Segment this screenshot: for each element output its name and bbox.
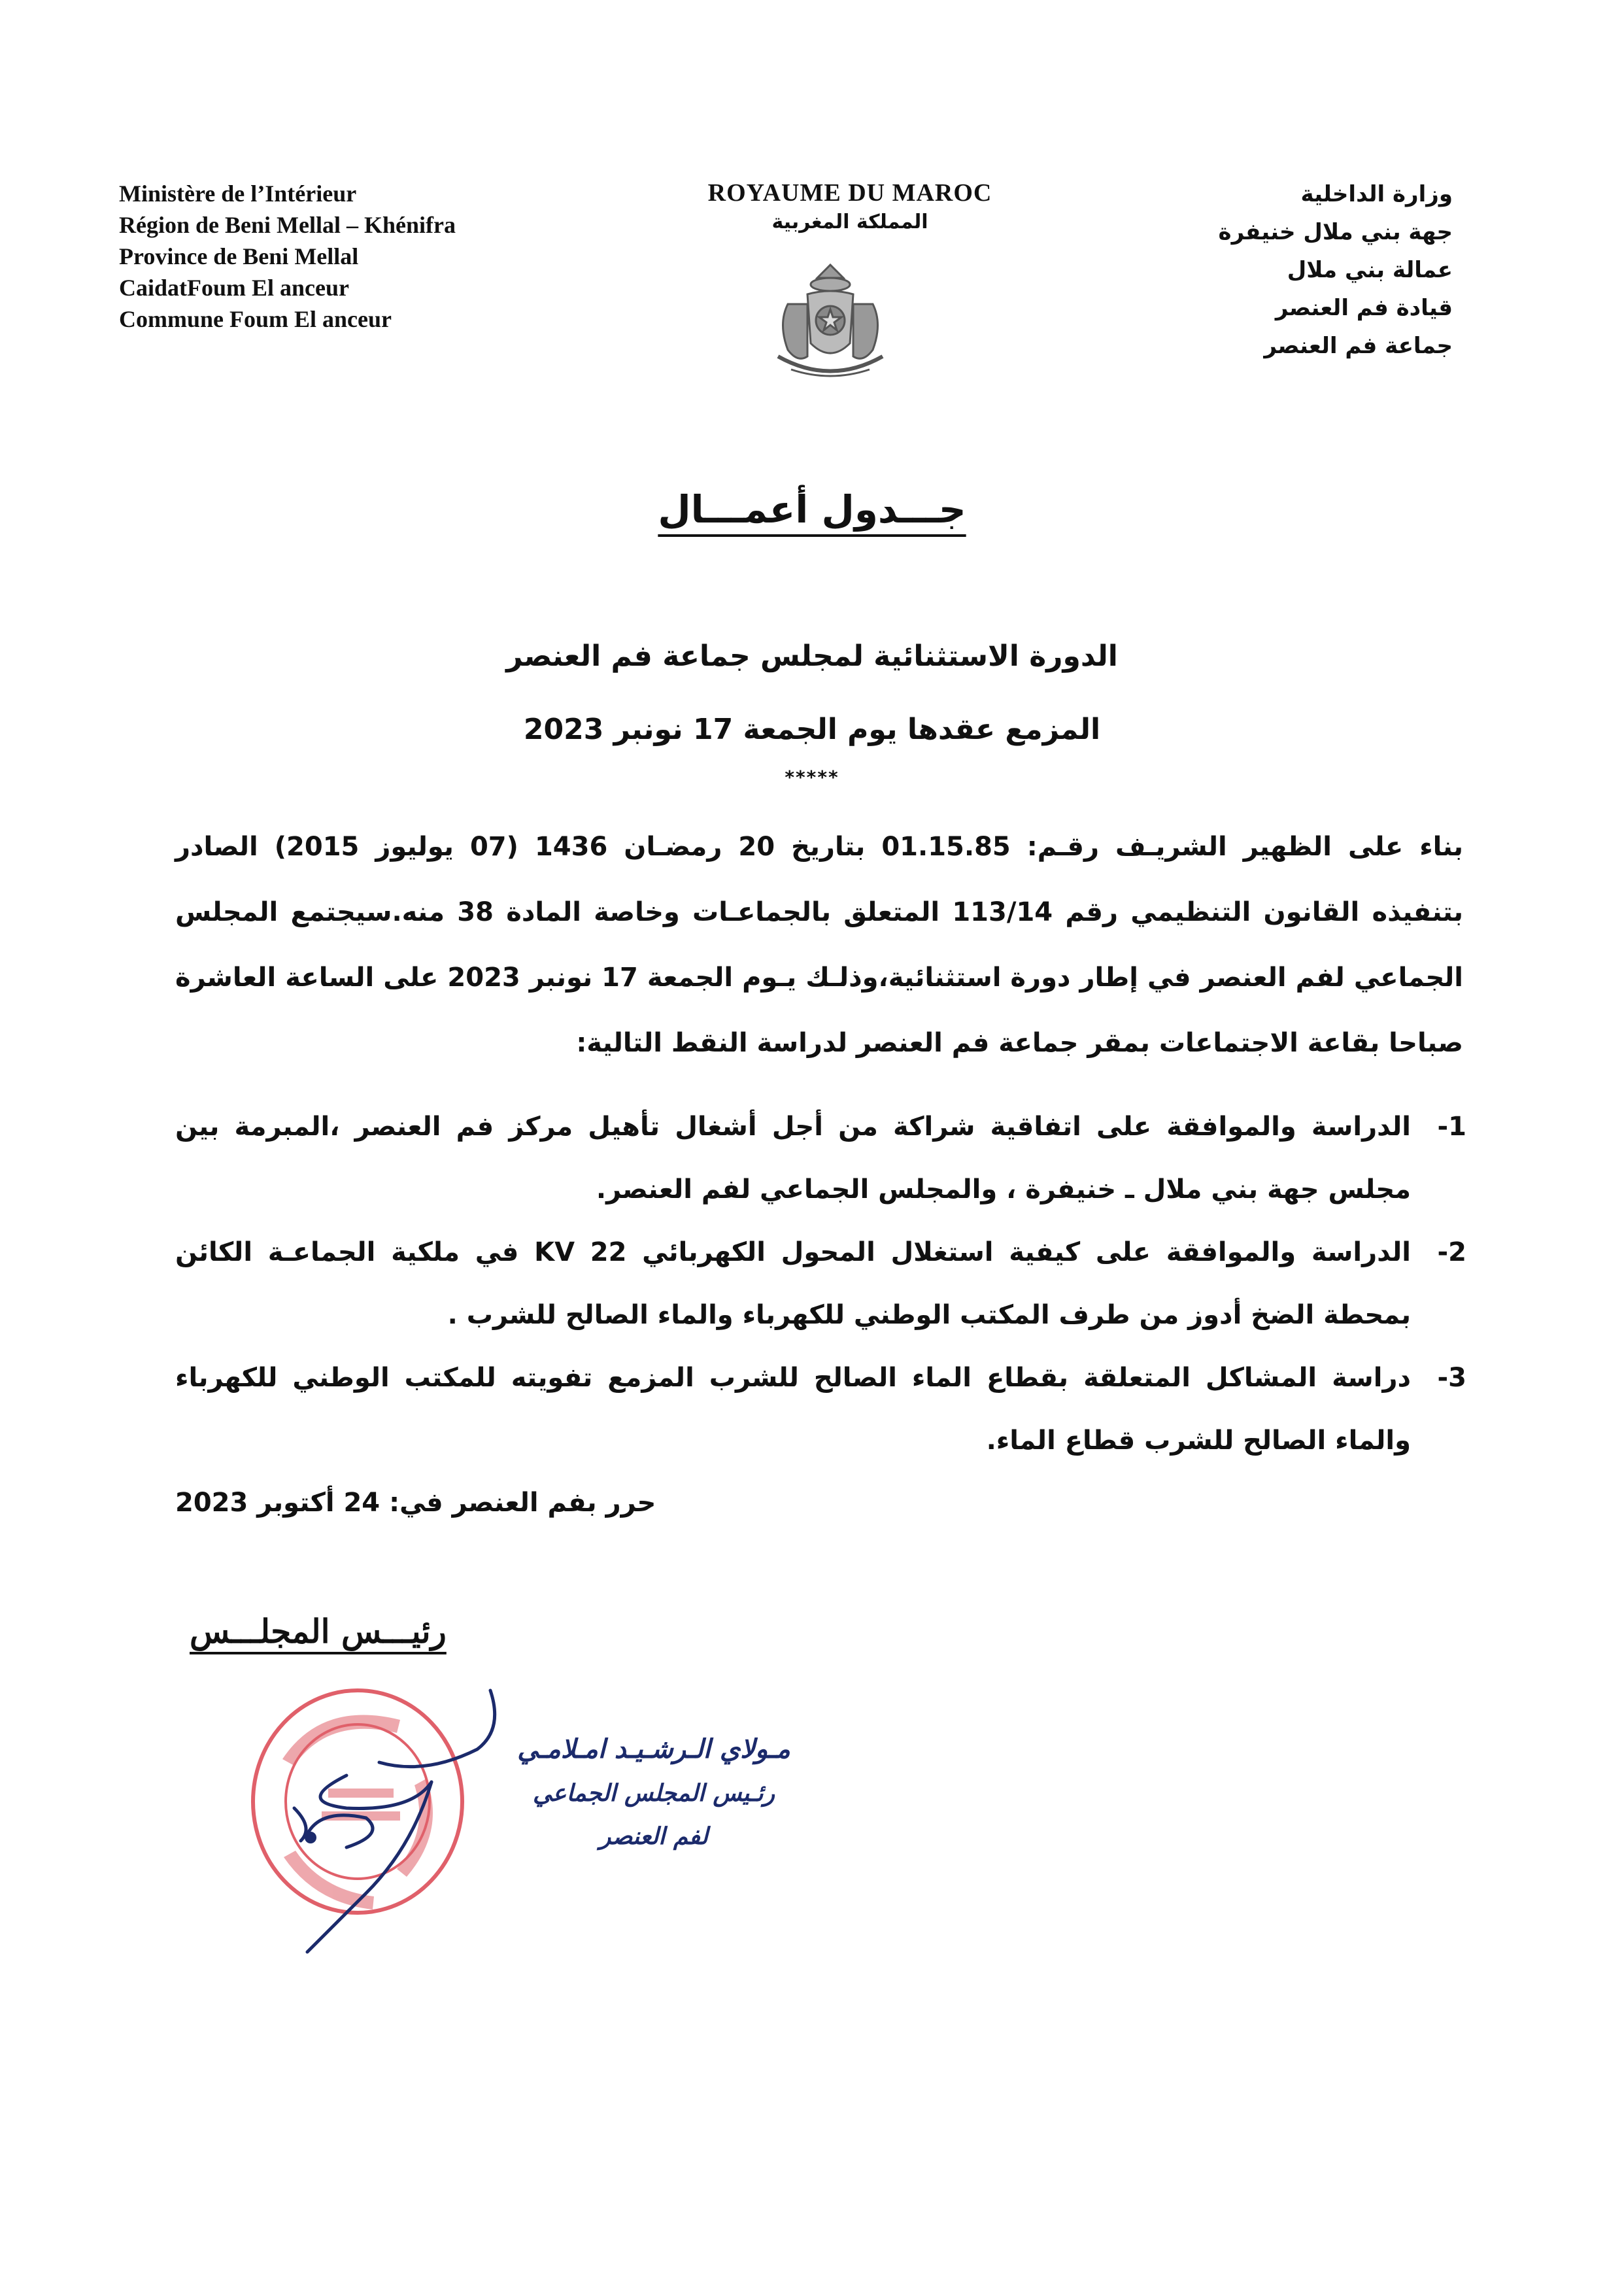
signatory-title-text: رئيـــس المجلـــس [190, 1612, 447, 1651]
header-ar-commune: جماعة فم العنصر [1264, 333, 1453, 359]
header-fr-ministry: Ministère de l’Intérieur [119, 180, 357, 207]
agenda-item [175, 1221, 1466, 1346]
session-subtitle: الدورة الاستثنائية لمجلس جماعة فم العنصر [506, 640, 1118, 673]
header-fr-commune: Commune Foum El anceur [119, 306, 392, 332]
agenda-item-text: الدراسة والموافقة على اتفاقية شراكة من أجل أشغال تأهيل مركز فم العنصر ،المبرمة بين مجلس جهة بني ملال ـ خنيفرة ، والمجلس الجماعي لفم العنصر. [175, 1112, 1411, 1205]
header-ar-ministry: وزارة الداخلية [1300, 181, 1453, 207]
kingdom-name-fr: ROYAUME DU MAROC [707, 179, 992, 207]
session-date-subtitle: المزمع عقدها يوم الجمعة 17 نونبر 2023 [523, 713, 1101, 746]
separator-stars: ***** [785, 766, 839, 788]
header-fr-province: Province de Beni Mellal [119, 243, 359, 269]
agenda-item [175, 1095, 1466, 1221]
agenda-item [175, 1346, 1466, 1472]
issue-date: حرر بفم العنصر في: 24 أكتوبر 2023 [175, 1488, 656, 1518]
header-french [119, 178, 577, 335]
coat-of-arms-icon [752, 258, 909, 389]
agenda-item-number: 3- [1437, 1363, 1466, 1393]
document-title-text: جـــدول أعمـــال [658, 487, 966, 532]
header-ar-region: جهة بني ملال خنيفرة [1218, 219, 1453, 245]
signatory-block [484, 1726, 824, 1858]
agenda-item-number: 2- [1437, 1237, 1466, 1267]
agenda-list [175, 1095, 1466, 1472]
document-title [0, 487, 1624, 532]
agenda-item-text: دراسة المشاكل المتعلقة بقطاع الماء الصالح للشرب المزمع تفويته للمكتب الوطني للكهرباء والماء الصالح للشرب قطاع الماء. [175, 1363, 1411, 1456]
agenda-item-text: الدراسة والموافقة على كيفية استغلال المحول الكهربائي 22 KV في ملكية الجماعـة الكائن بمحطة الضخ أدوز من طرف المكتب الوطني للكهرباء والماء الصالح للشرب . [175, 1237, 1411, 1330]
header-fr-region: Région de Beni Mellal – Khénifra [119, 212, 456, 238]
signatory-title [190, 1612, 447, 1651]
header-ar-caidat: قيادة فم العنصر [1275, 295, 1453, 321]
header-ar-province: عمالة بني ملال [1287, 257, 1453, 283]
header-arabic [1047, 175, 1453, 365]
intro-paragraph: بناء على الظهير الشريـف رقـم: 01.15.85 بتاريخ 20 رمضـان 1436 (07 يوليوز 2015) الصادر بتنفيذه القانون التنظيمي رقم 113/14 المتعلق بالجماعـات وخاصة المادة 38 منه.سيجتمع المجلس الجماعي لفم العنصر في إطار دورة استثنائية،وذلـك يـوم الجمعة 17 نونبر 2023 على الساعة العاشرة صباحا بقاعة الاجتماعات بمقر جماعة فم العنصر لدراسة النقط التالية: [175, 832, 1464, 1058]
header-center [680, 178, 1020, 237]
signatory-role: رئـيس المجلس الجماعي [532, 1780, 775, 1807]
agenda-item-number: 1- [1437, 1112, 1466, 1142]
kingdom-name-ar: المملكة المغربية [771, 211, 928, 233]
signatory-name: مـولاي الـرشـيـد امـلامـي [517, 1734, 790, 1764]
signatory-commune: لفم العنصر [600, 1823, 708, 1850]
header-fr-caidat: CaidatFoum El anceur [119, 275, 350, 301]
